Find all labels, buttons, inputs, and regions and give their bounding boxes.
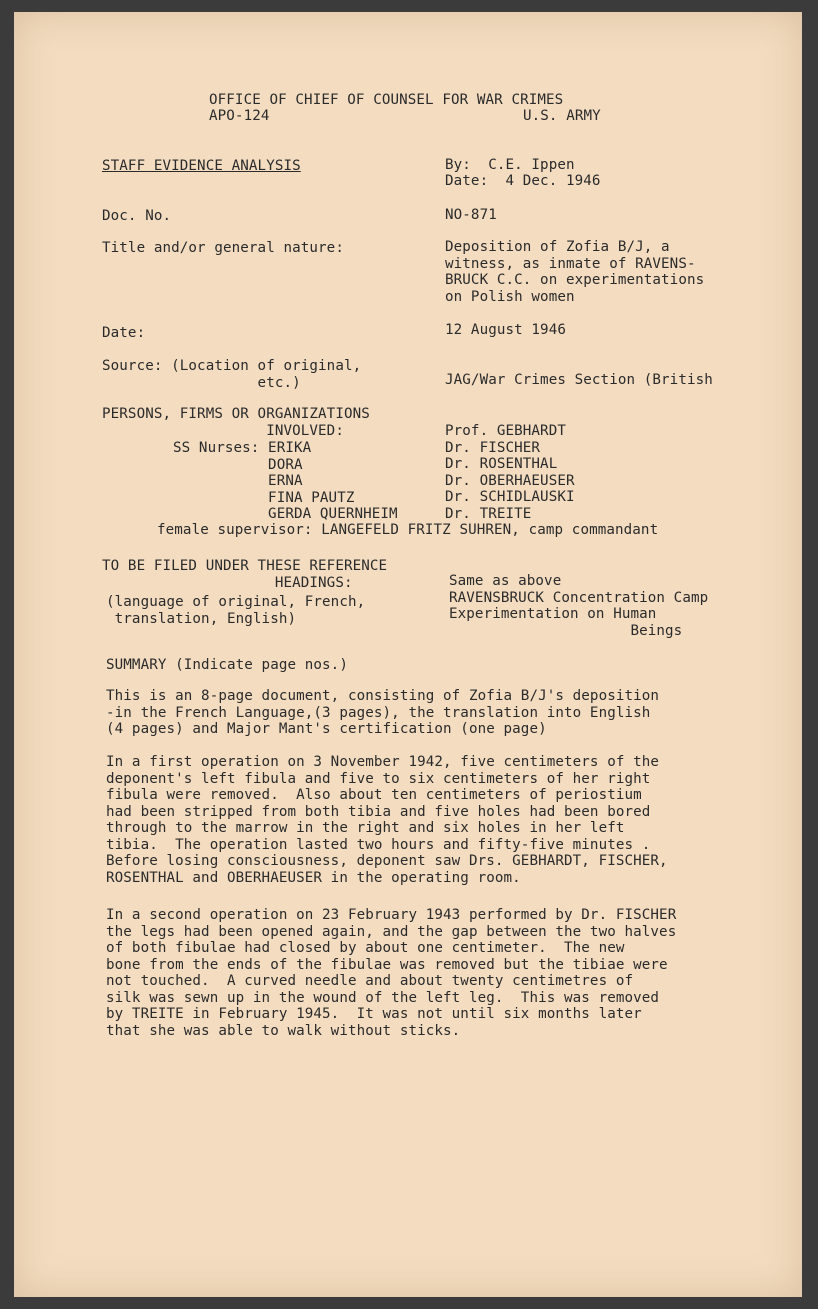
filed-value: Same as above RAVENSBRUCK Concentration Camp Experimentation on Human Beings xyxy=(449,573,709,639)
persons-label: PERSONS, FIRMS OR ORGANIZATIONS INVOLVED: xyxy=(102,406,370,439)
doctors-list: Prof. GEBHARDT Dr. FISCHER Dr. ROSENTHAL Dr. OBERHAEUSER Dr. SCHIDLAUSKI Dr. TREITE xyxy=(445,423,575,522)
supervisor-line: female supervisor: LANGEFELD FRITZ SUHREN, camp commandant xyxy=(157,522,659,538)
nurses-list: SS Nurses: ERIKA DORA ERNA FINA PAUTZ GERDA QUERNHEIM xyxy=(173,440,398,522)
doc-no-label: Doc. No. xyxy=(102,208,172,224)
analysis-heading: STAFF EVIDENCE ANALYSIS xyxy=(102,158,301,174)
summary-paragraph-3: In a second operation on 23 February 1943 performed by Dr. FISCHER the legs had been opened again, and the gap between the two halves of both fibulae had closed by about one centimeter. The new bone from the ends of the fibulae was removed but the tibiae were not touched. A curved needle and about twenty centimetres of silk was sewn up in the wound of the left leg. This was removed by TREITE in February 1945. It was not until six months later that she was able to walk without sticks. xyxy=(106,907,677,1039)
filed-label: TO BE FILED UNDER THESE REFERENCE HEADINGS: xyxy=(102,558,388,591)
apo-number: APO-124 xyxy=(209,108,270,124)
army-label: U.S. ARMY xyxy=(523,108,601,124)
office-header: OFFICE OF CHIEF OF COUNSEL FOR WAR CRIMES xyxy=(209,92,564,108)
summary-paragraph-1: This is an 8-page document, consisting of Zofia B/J's deposition -in the French Language,(3 pages), the translation into English (4 pages) and Major Mant's certification (one page) xyxy=(106,688,660,737)
analyst: By: C.E. Ippen xyxy=(445,157,575,173)
language-note: (language of original, French, translation, English) xyxy=(106,594,366,627)
analysis-date: Date: 4 Dec. 1946 xyxy=(445,173,601,189)
date-value: 12 August 1946 xyxy=(445,322,566,338)
title-value: Deposition of Zofia B/J, a witness, as inmate of RAVENS- BRUCK C.C. on experimentations on Polish women xyxy=(445,239,705,305)
source-label: Source: (Location of original, etc.) xyxy=(102,358,362,391)
document-page xyxy=(14,12,802,1297)
title-label: Title and/or general nature: xyxy=(102,240,344,256)
summary-heading: SUMMARY (Indicate page nos.) xyxy=(106,657,348,673)
date-label: Date: xyxy=(102,325,146,341)
summary-paragraph-2: In a first operation on 3 November 1942, five centimeters of the deponent's left fibula and five to six centimeters of her right fibula were removed. Also about ten centimeters of periostium had been stripped from both tibia and five holes had been bored through to the marrow in the right and six holes in her left tibia. The operation lasted two hours and fifty-five minutes . Before losing consciousness, deponent saw Drs. GEBHARDT, FISCHER, ROSENTHAL and OBERHAEUSER in the operating room. xyxy=(106,754,668,886)
doc-no-value: NO-871 xyxy=(445,207,497,223)
source-value: JAG/War Crimes Section (British xyxy=(445,372,713,388)
